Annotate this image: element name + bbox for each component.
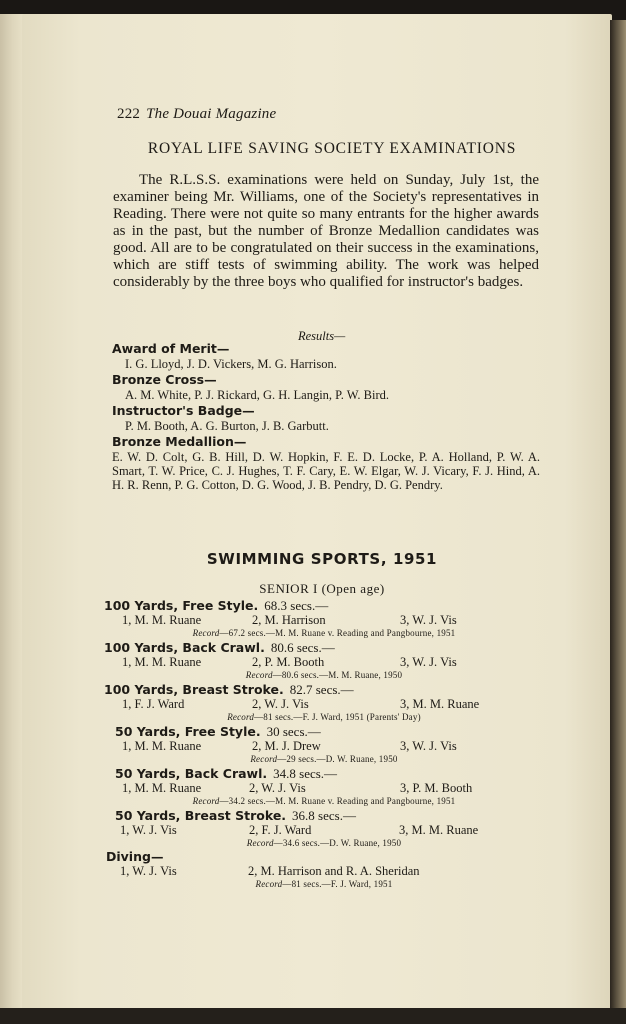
award-recipients: P. M. Booth, A. G. Burton, J. B. Garbutt. bbox=[125, 419, 329, 433]
first-place: 1, M. M. Ruane bbox=[122, 781, 202, 795]
record-detail: —29 secs.—D. W. Ruane, 1950 bbox=[277, 754, 398, 764]
first-place: 1, M. M. Ruane bbox=[122, 655, 202, 669]
sports-event bbox=[104, 640, 544, 681]
event-time: 30 secs.— bbox=[266, 724, 321, 739]
second-place: 2, W. J. Vis bbox=[249, 781, 306, 795]
running-head bbox=[117, 106, 276, 123]
record-word: Record bbox=[250, 754, 278, 764]
record-word: Record bbox=[192, 628, 220, 638]
record-word: Record bbox=[245, 670, 273, 680]
third-place: 3, M. M. Ruane bbox=[400, 697, 480, 711]
binding-shadow bbox=[610, 20, 626, 1010]
sports-event bbox=[115, 766, 544, 807]
award-block bbox=[112, 403, 540, 433]
sports-event bbox=[115, 808, 544, 849]
sports-title: SWIMMING SPORTS, 1951 bbox=[206, 550, 438, 568]
sports-event bbox=[106, 849, 544, 890]
award-name: Award of Merit— bbox=[112, 341, 230, 356]
second-place: 2, F. J. Ward bbox=[249, 823, 312, 837]
award-block bbox=[112, 341, 540, 371]
award-name: Bronze Cross— bbox=[112, 372, 217, 387]
second-place: 2, P. M. Booth bbox=[252, 655, 325, 669]
rlss-paragraph: The R.L.S.S. examinations were held on Sunday, July 1st, the examiner being Mr. Williams, one of the Society's representatives in Reading. There were not quite so many entrants for the higher awards as in the past, but the number of Bronze Medallion candidates was good. All are to be congratulated on their success in the examinations, which are stiff tests of swimming ability. The work was helped considerably by the three boys who qualified for instructor's badges. bbox=[113, 172, 539, 290]
first-place: 1, W. J. Vis bbox=[120, 823, 177, 837]
scan-bottom-edge bbox=[0, 1008, 626, 1024]
record-detail: —34.2 secs.—M. M. Ruane v. Reading and Pangbourne, 1951 bbox=[219, 796, 456, 806]
third-place: 3, W. J. Vis bbox=[400, 655, 457, 669]
sports-event bbox=[104, 682, 544, 723]
third-place: 3, P. M. Booth bbox=[400, 781, 473, 795]
record-detail: —34.6 secs.—D. W. Ruane, 1950 bbox=[273, 838, 402, 848]
third-place: 3, W. J. Vis bbox=[400, 739, 457, 753]
event-time: 34.8 secs.— bbox=[273, 766, 338, 781]
second-place: 2, M. Harrison bbox=[252, 613, 326, 627]
event-time: 80.6 secs.— bbox=[270, 640, 335, 655]
award-recipients: A. M. White, P. J. Rickard, G. H. Langin, P. W. Bird. bbox=[125, 388, 390, 402]
second-place: 2, W. J. Vis bbox=[252, 697, 309, 711]
event-name: 100 Yards, Back Crawl. bbox=[104, 640, 265, 655]
event-time: 68.3 secs.— bbox=[264, 598, 329, 613]
rlss-title: ROYAL LIFE SAVING SOCIETY EXAMINATIONS bbox=[147, 140, 517, 157]
record-detail: —81 secs.—F. J. Ward, 1951 bbox=[282, 879, 393, 889]
event-name: 50 Yards, Free Style. bbox=[115, 724, 261, 739]
event-name: 50 Yards, Breast Stroke. bbox=[115, 808, 287, 823]
record-word: Record bbox=[255, 879, 283, 889]
first-place: 1, M. M. Ruane bbox=[122, 739, 202, 753]
sports-event bbox=[115, 724, 544, 765]
third-place: 3, M. M. Ruane bbox=[399, 823, 479, 837]
event-name: 100 Yards, Free Style. bbox=[104, 598, 259, 613]
record-word: Record bbox=[246, 838, 274, 848]
record-word: Record bbox=[227, 712, 255, 722]
event-time: 36.8 secs.— bbox=[292, 808, 356, 823]
award-name: Bronze Medallion— bbox=[112, 434, 247, 449]
magazine-title: The Douai Magazine bbox=[146, 106, 277, 122]
second-place: 2, M. Harrison and R. A. Sheridan bbox=[248, 864, 420, 878]
first-place: 1, W. J. Vis bbox=[120, 864, 177, 878]
record-detail: —81 secs.—F. J. Ward, 1951 (Parents' Day) bbox=[254, 712, 421, 722]
page-number: 222 bbox=[117, 106, 141, 122]
sports-category: SENIOR I (Open age) bbox=[259, 581, 385, 596]
event-name: Diving— bbox=[106, 849, 164, 864]
results-label: Results— bbox=[298, 329, 346, 343]
record-detail: —67.2 secs.—M. M. Ruane v. Reading and Pangbourne, 1951 bbox=[219, 628, 456, 638]
event-name: 100 Yards, Breast Stroke. bbox=[104, 682, 284, 697]
sports-event bbox=[104, 598, 544, 639]
first-place: 1, M. M. Ruane bbox=[122, 613, 202, 627]
award-recipients: I. G. Lloyd, J. D. Vickers, M. G. Harrison. bbox=[125, 357, 337, 371]
event-time: 82.7 secs.— bbox=[289, 682, 354, 697]
event-name: 50 Yards, Back Crawl. bbox=[115, 766, 268, 781]
second-place: 2, M. J. Drew bbox=[252, 739, 321, 753]
award-name: Instructor's Badge— bbox=[112, 403, 255, 418]
record-word: Record bbox=[192, 796, 220, 806]
award-block bbox=[112, 434, 540, 492]
award-block bbox=[112, 372, 540, 402]
first-place: 1, F. J. Ward bbox=[122, 697, 185, 711]
record-detail: —80.6 secs.—M. M. Ruane, 1950 bbox=[272, 670, 403, 680]
award-recipients: E. W. D. Colt, G. B. Hill, D. W. Hopkin, F. E. D. Locke, P. A. Holland, P. W. A. Smart, T. W. Price, C. J. Hughes, T. F. Cary, E. W. Elgar, W. J. Vicary, F. J. Hind, A. H. R. Renn, P. G. Cotton, D. G. Wood, J. B. Pendry, D. G. Pendry. bbox=[112, 450, 540, 492]
third-place: 3, W. J. Vis bbox=[400, 613, 457, 627]
